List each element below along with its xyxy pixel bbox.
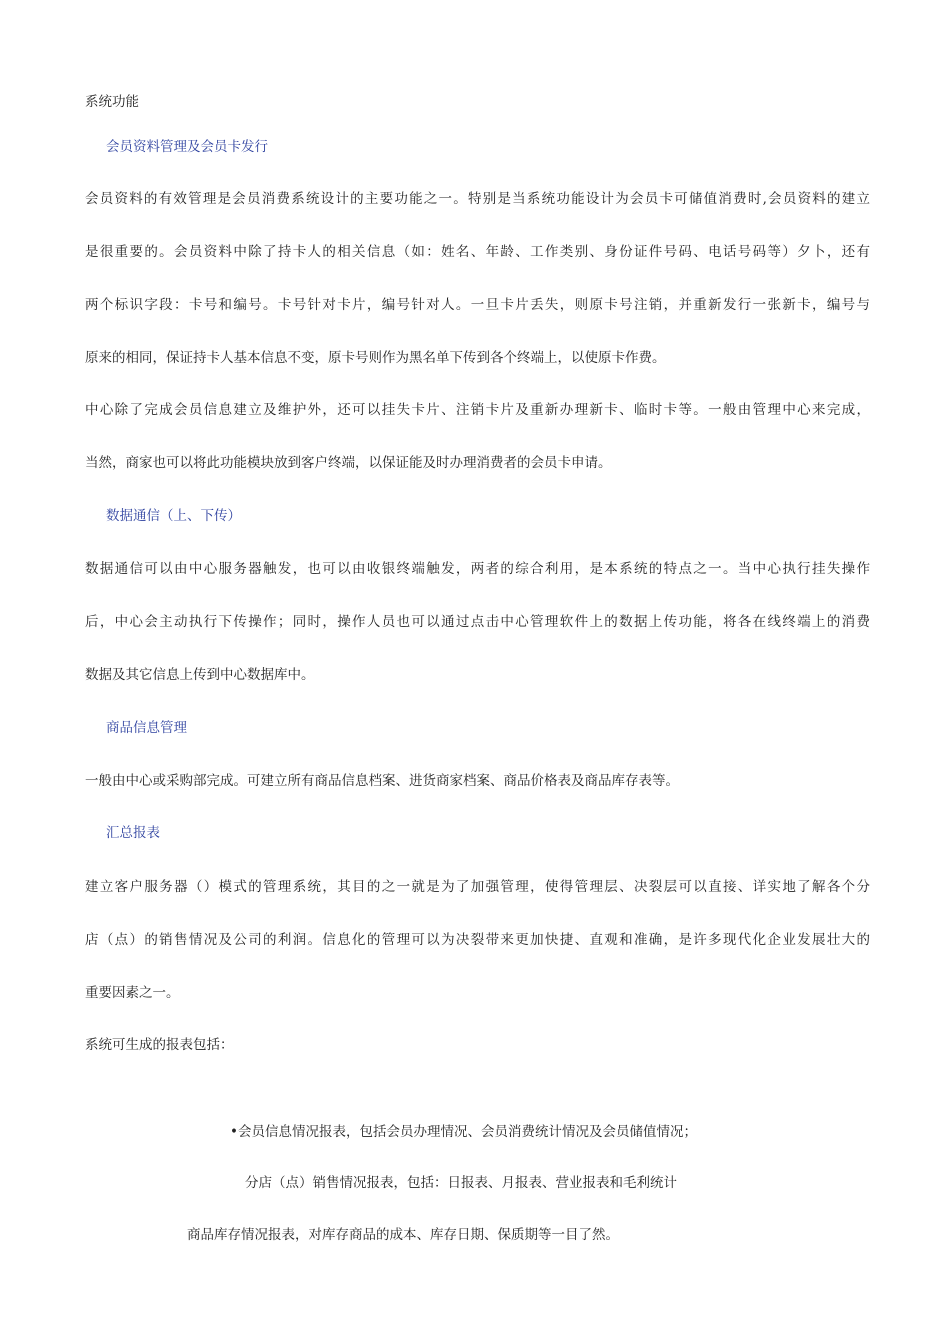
document-title: 系统功能 bbox=[85, 94, 139, 110]
paragraph-line: 两个标识字段：卡号和编号。卡号针对卡片，编号针对人。一旦卡片丢失，则原卡号注销，并重新发行一张新卡，编号与 bbox=[85, 297, 870, 313]
report-list-item: 商品库存情况报表，对库存商品的成本、库存日期、保质期等一目了然。 bbox=[187, 1227, 619, 1243]
paragraph-line: 重要因素之一。 bbox=[85, 985, 180, 1001]
section-heading-product-management: 商品信息管理 bbox=[106, 720, 187, 736]
paragraph-line: 中心除了完成会员信息建立及维护外，还可以挂失卡片、注销卡片及重新办理新卡、临时卡等。一般由管理中心来完成， bbox=[85, 402, 870, 418]
paragraph-line: 当然，商家也可以将此功能模块放到客户终端，以保证能及时办理消费者的会员卡申请。 bbox=[85, 455, 612, 471]
section-heading-summary-reports: 汇总报表 bbox=[106, 825, 160, 841]
paragraph-line: 会员资料的有效管理是会员消费系统设计的主要功能之一。特别是当系统功能设计为会员卡可储值消费时,会员资料的建立 bbox=[85, 191, 870, 207]
report-list-item: •会员信息情况报表，包括会员办理情况、会员消费统计情况及会员储值情况； bbox=[230, 1124, 697, 1140]
paragraph-line: 原来的相同，保证持卡人基本信息不变，原卡号则作为黑名单下传到各个终端上，以使原卡作费。 bbox=[85, 350, 666, 366]
paragraph-line: 数据及其它信息上传到中心数据库中。 bbox=[85, 667, 315, 683]
paragraph-line: 后，中心会主动执行下传操作；同时，操作人员也可以通过点击中心管理软件上的数据上传功能，将各在线终端上的消费 bbox=[85, 614, 870, 630]
section-heading-member-management: 会员资料管理及会员卡发行 bbox=[106, 139, 268, 155]
section-heading-data-communication: 数据通信（上、下传） bbox=[106, 508, 241, 524]
paragraph-line: 一般由中心或采购部完成。可建立所有商品信息档案、进货商家档案、商品价格表及商品库存表等。 bbox=[85, 773, 679, 789]
paragraph-line: 系统可生成的报表包括： bbox=[85, 1037, 234, 1053]
paragraph-line: 建立客户服务器（）模式的管理系统，其目的之一就是为了加强管理，使得管理层、决裂层可以直接、详实地了解各个分 bbox=[85, 879, 870, 895]
paragraph-line: 数据通信可以由中心服务器触发，也可以由收银终端触发，两者的综合利用，是本系统的特点之一。当中心执行挂失操作 bbox=[85, 561, 870, 577]
paragraph-line: 店（点）的销售情况及公司的利润。信息化的管理可以为决裂带来更加快捷、直观和准确，是许多现代化企业发展壮大的 bbox=[85, 932, 870, 948]
paragraph-line: 是很重要的。会员资料中除了持卡人的相关信息（如：姓名、年龄、工作类别、身份证件号码、电话号码等）夕卜，还有 bbox=[85, 244, 870, 260]
report-list-item: 分店（点）销售情况报表，包括：日报表、月报表、营业报表和毛利统计 bbox=[245, 1175, 677, 1191]
